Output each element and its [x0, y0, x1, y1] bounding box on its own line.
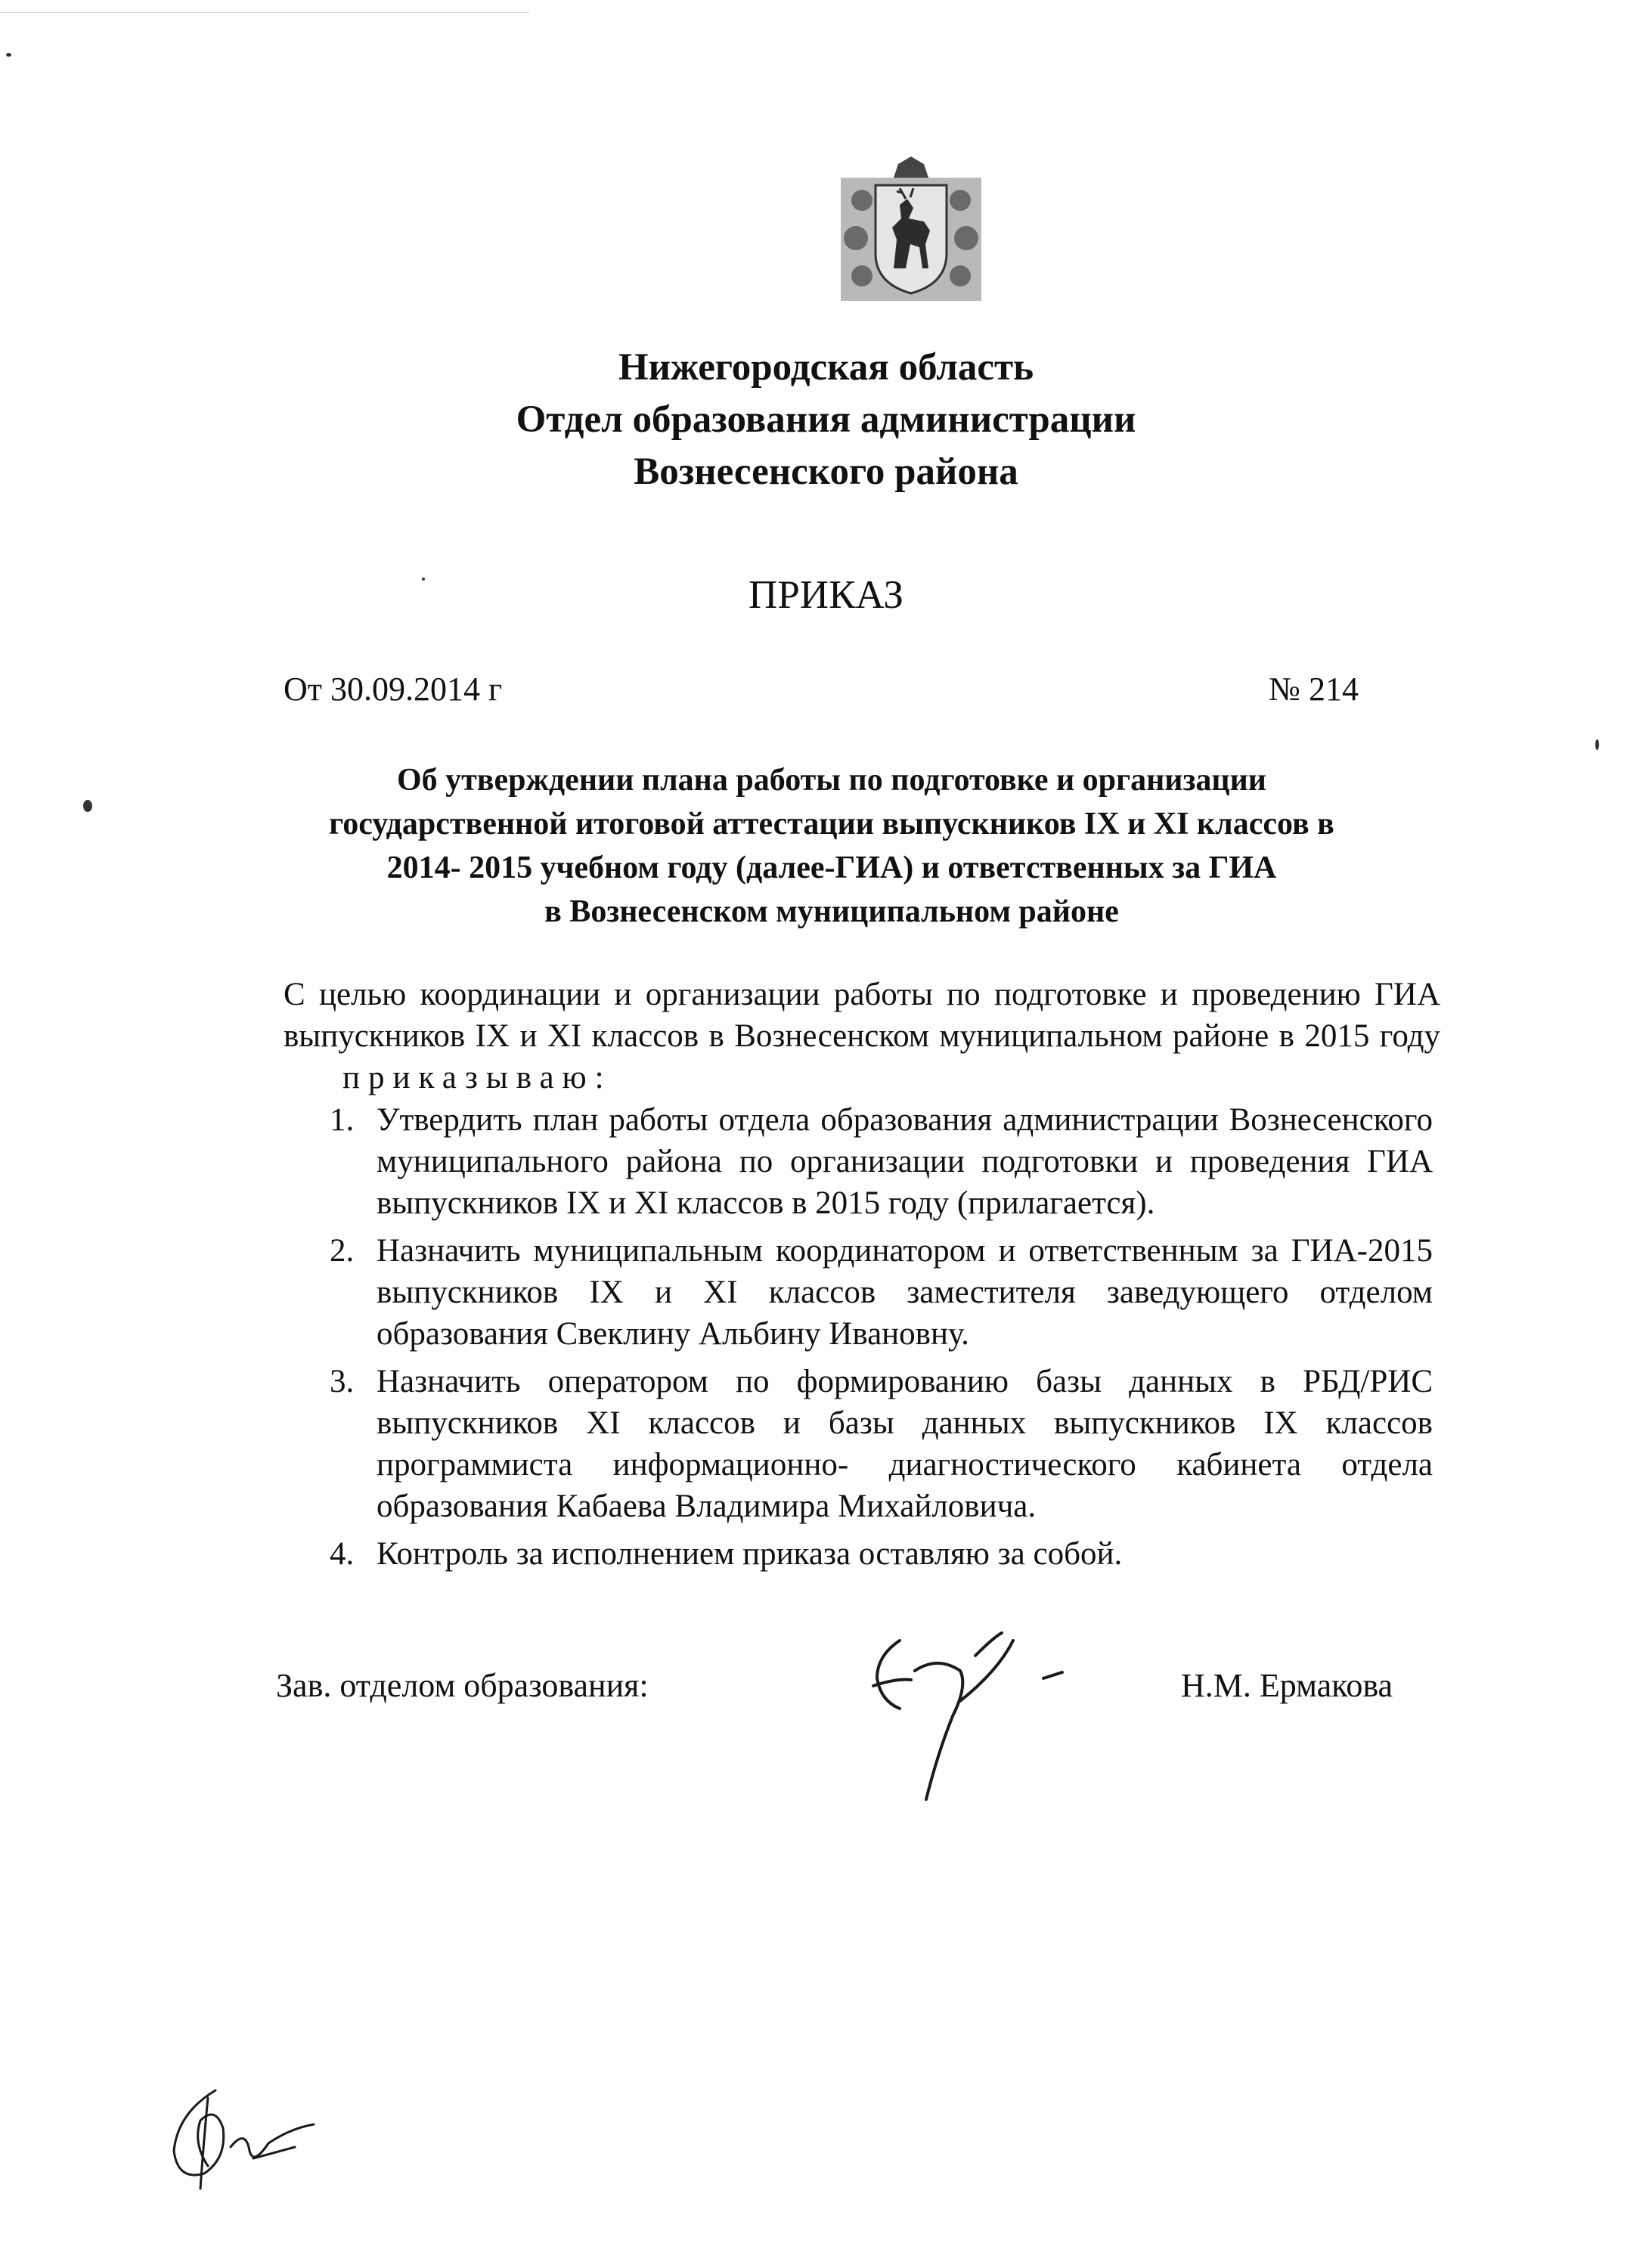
subject-line: государственной итоговой аттестации выпускников IX и XI классов в — [329, 807, 1334, 841]
order-items — [318, 1099, 1433, 1581]
subject-line: в Вознесенском муниципальном районе — [544, 894, 1119, 929]
handwritten-signature-icon — [854, 1625, 1096, 1807]
signatory-name: Н.М. Ермакова — [1181, 1667, 1393, 1704]
scan-speck — [1595, 739, 1599, 750]
order-preamble — [284, 974, 1440, 1098]
list-item — [318, 1533, 1433, 1575]
subject-line: Об утверждении плана работы по подготовке и организации — [397, 763, 1266, 798]
order-subject — [250, 758, 1414, 934]
list-item — [318, 1230, 1433, 1355]
order-date: От 30.09.2014 г — [284, 671, 503, 708]
scan-speck — [6, 53, 11, 57]
subject-line: 2014- 2015 учебном году (далее-ГИА) и ответственных за ГИА — [386, 850, 1277, 885]
item-text: Утвердить план работы отдела образования администрации Вознесенского муниципального района по организации подготовки и проведения ГИА выпускников IX и XI классов в 2015 году (прилагается). — [377, 1102, 1433, 1221]
scan-edge-rule — [0, 12, 529, 13]
item-number: 2. — [330, 1233, 355, 1269]
scan-speck — [83, 800, 92, 812]
signatory-role: Зав. отделом образования: — [276, 1667, 649, 1704]
list-item — [318, 1099, 1433, 1224]
item-text: Назначить оператором по формированию базы данных в РБД/РИС выпускников XI классов и базы данных выпускников IX классов программиста информационно- диагностического кабинета отдела образования Кабаева Владимира Михайловича. — [377, 1364, 1433, 1524]
issuer-header — [0, 342, 1652, 498]
item-text: Назначить муниципальным координатором и ответственным за ГИА-2015 выпускников IX и XI классов заместителя заведующего отделом образования Свеклину Альбину Ивановну. — [377, 1233, 1433, 1352]
item-number: 4. — [330, 1536, 355, 1572]
scan-speck — [422, 578, 425, 581]
item-number: 3. — [330, 1364, 355, 1399]
list-item — [318, 1361, 1433, 1527]
header-department: Отдел образования администрации — [516, 398, 1136, 441]
document-type-title: ПРИКАЗ — [749, 573, 903, 617]
item-number: 1. — [330, 1102, 355, 1138]
preamble-text: С целью координации и организации работы по подготовке и проведению ГИА выпускников IX и XI классов в Вознесенском муниципальном районе в 2015 году — [284, 977, 1440, 1054]
handwritten-initials-icon — [163, 2083, 359, 2196]
item-text: Контроль за исполнением приказа оставляю за собой. — [377, 1536, 1123, 1572]
order-number: № 214 — [1269, 671, 1359, 708]
coat-of-arms-icon — [839, 155, 983, 302]
header-region: Нижегородская область — [618, 346, 1034, 389]
order-verb: приказываю: — [342, 1060, 612, 1095]
header-district: Вознесенского района — [634, 451, 1018, 493]
